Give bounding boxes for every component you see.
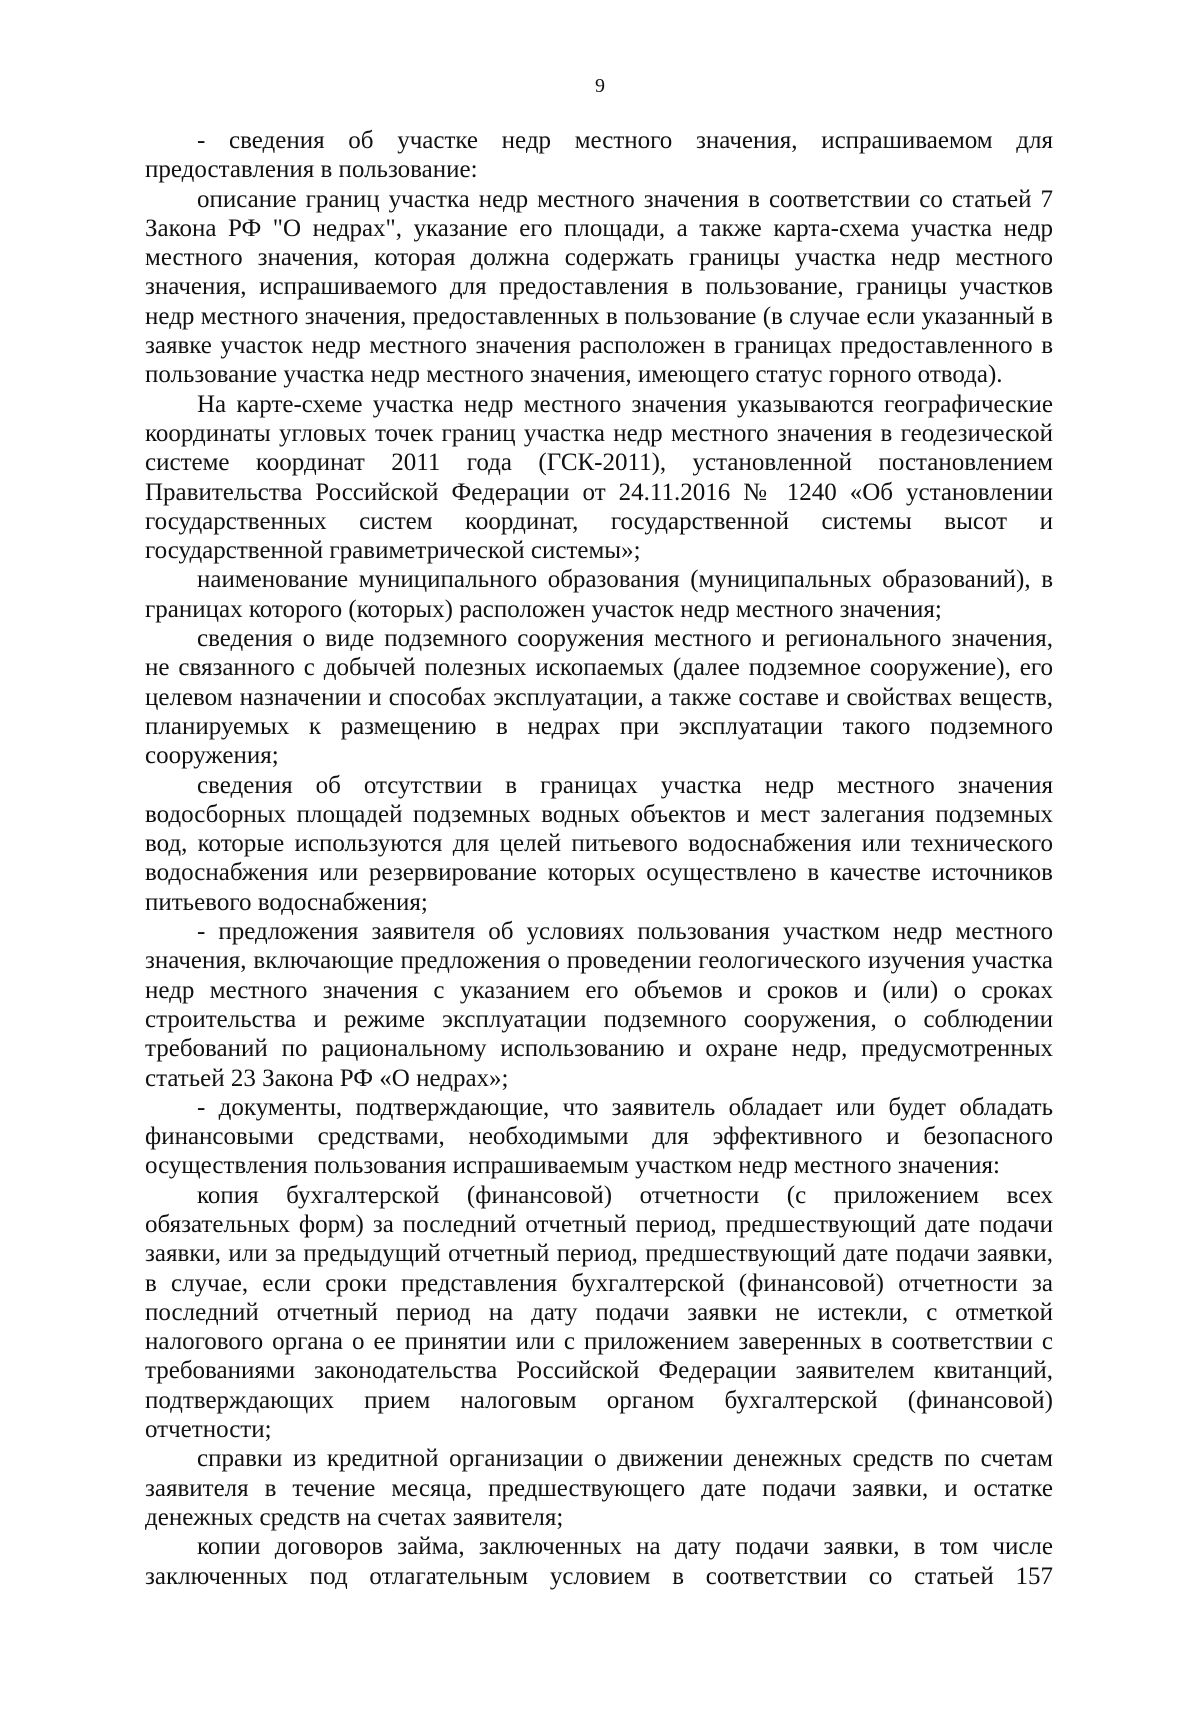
paragraph-financial-documents: - документы, подтверждающие, что заявитель обладает или будет обладать финансовыми средствами, необходимыми для эффективного и безопасного осуществления пользования испрашиваемым участком недр местного значения: [145,1093,1053,1180]
paragraph-water-catchment: сведения об отсутствии в границах участка недр местного значения водосборных площадей подземных водных объектов и мест залегания подземных вод, которые используются для целей питьевого водоснабжения или технического водоснабжения или резервирование которых осуществлено в качестве источников питьевого водоснабжения; [145,771,1053,916]
page-number: 9 [595,75,605,97]
paragraph-underground-structure: сведения о виде подземного сооружения местного и регионального значения, не связанного с добычей полезных ископаемых (далее подземное сооружение), его целевом назначении и способах эксплуатации, а также составе и свойствах веществ, планируемых к размещению в недрах при эксплуатации такого подземного сооружения; [145,625,1053,770]
document-body [145,126,1053,1591]
paragraph-applicant-proposals: - предложения заявителя об условиях пользования участком недр местного значения, включающие предложения о проведении геологического изучения участка недр местного значения с указанием его объемов и сроков и (или) о сроках строительства и режиме эксплуатации подземного сооружения, о соблюдении требований по рациональному использованию и охране недр, предусмотренных статьей 23 Закона РФ «О недрах»; [145,918,1053,1092]
paragraph-subsoil-info: - сведения об участке недр местного значения, испрашиваемом для предоставления в пользование: [145,127,1053,184]
paragraph-accounting-copy: копия бухгалтерской (финансовой) отчетности (с приложением всех обязательных форм) за последний отчетный период, предшествующий дате подачи заявки, или за предыдущий отчетный период, предшествующий дате подачи заявки, в случае, если сроки представления бухгалтерской (финансовой) отчетности за последний отчетный период на дату подачи заявки не истекли, с отметкой налогового органа о ее принятии или с приложением заверенных в соответствии с требованиями законодательства Российской Федерации заявителем квитанций, подтверждающих прием налоговым органом бухгалтерской (финансовой) отчетности; [145,1181,1053,1444]
paragraph-municipality: наименование муниципального образования (муниципальных образований), в границах которого (которых) расположен участок недр местного значения; [145,566,1053,623]
paragraph-loan-agreements: копии договоров займа, заключенных на дату подачи заявки, в том числе заключенных под отлагательным условием в соответствии со статьей 157 [145,1533,1053,1590]
paragraph-bank-statements: справки из кредитной организации о движении денежных средств по счетам заявителя в течение месяца, предшествующего дате подачи заявки, и остатке денежных средств на счетах заявителя; [145,1445,1053,1531]
paragraph-map-coordinates: На карте-схеме участка недр местного значения указываются географические координаты угловых точек границ участка недр местного значения в геодезической системе координат 2011 года (ГСК-2011), установленной постановлением Правительства Российской Федерации от 24.11.2016 № 1240 «Об установлении государственных систем координат, государственной системы высот и государственной гравиметрической системы»; [145,390,1053,565]
paragraph-boundary-description: описание границ участка недр местного значения в соответствии со статьей 7 Закона РФ "О недрах", указание его площади, а также карта-схема участка недр местного значения, которая должна содержать границы участка недр местного значения, испрашиваемого для предоставления в пользование, границы участков недр местного значения, предоставленных в пользование (в случае если указанный в заявке участок недр местного значения расположен в границах предоставленного в пользование участка недр местного значения, имеющего статус горного отвода). [145,185,1053,389]
